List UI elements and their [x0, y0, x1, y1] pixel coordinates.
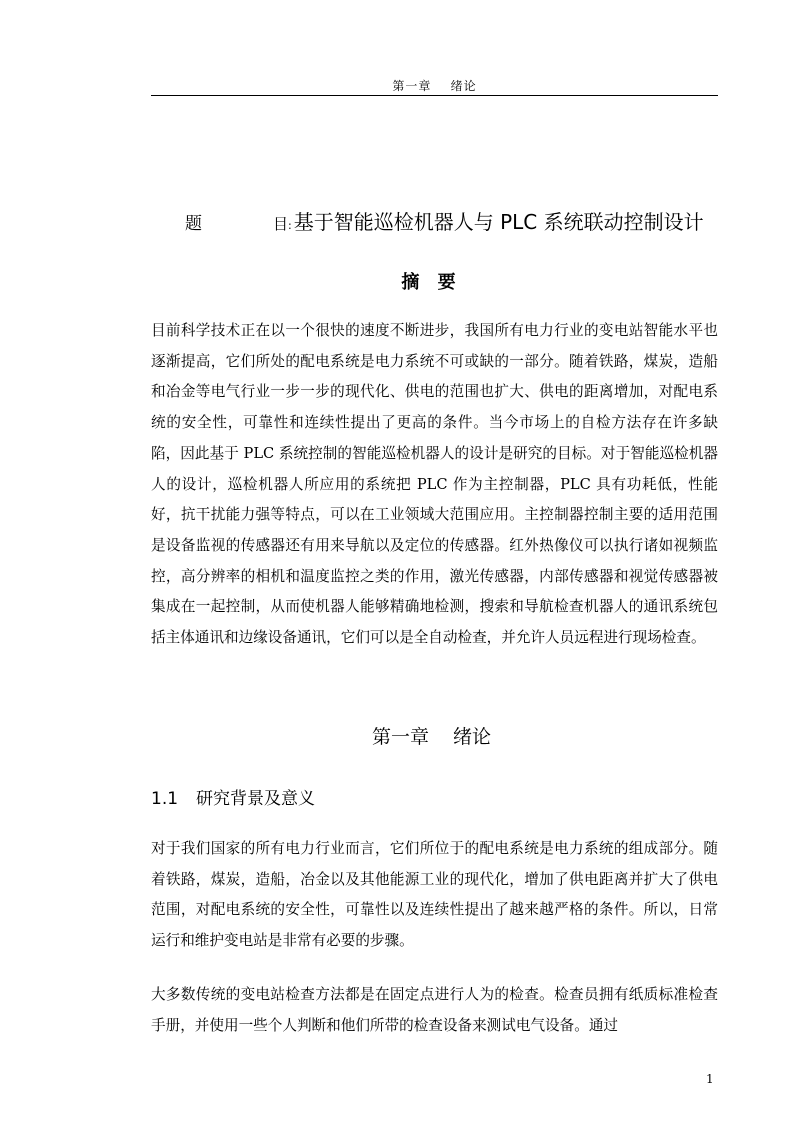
title-text: 基于智能巡检机器人与 PLC 系统联动控制设计	[293, 210, 704, 234]
section-title	[151, 784, 315, 809]
section-number: 1.1	[151, 789, 179, 809]
abstract-heading: 摘 要	[401, 272, 462, 293]
thesis-title	[185, 206, 745, 235]
chapter-number: 第一章	[371, 726, 429, 748]
header-rule	[151, 95, 718, 96]
chapter-title	[0, 722, 793, 749]
page-number: 1	[706, 1072, 714, 1086]
running-header-name: 绪论	[450, 79, 477, 93]
body-paragraph-2: 大多数传统的变电站检查方法都是在固定点进行人为的检查。检查员拥有纸质标准检查手册，并使用一些个人判断和他们所带的检查设备来测试电气设备。通过	[151, 986, 718, 1034]
title-label-part1: 题	[185, 214, 202, 234]
title-colon: :	[288, 219, 292, 232]
chapter-name: 绪论	[453, 726, 492, 748]
running-header-chapter: 第一章	[392, 79, 432, 93]
running-header	[151, 77, 718, 94]
body-paragraph-1: 对于我们国家的所有电力行业而言，它们所位于的配电系统是电力系统的组成部分。随着铁路，煤炭，造船，冶金以及其他能源工业的现代化，增加了供电距离并扩大了供电范围，对配电系统的安全性，可靠性以及连续性提出了越来越严格的条件。所以，日常运行和维护变电站是非常有必要的步骤。	[151, 840, 718, 950]
section-title-text: 研究背景及意义	[196, 789, 316, 809]
abstract-text: 目前科学技术正在以一个很快的速度不断进步，我国所有电力行业的变电站智能水平也逐渐提高，它们所处的配电系统是电力系统不可或缺的一部分。随着铁路，煤炭，造船和冶金等电气行业一步一步的现代化、供电的范围也扩大、供电的距离增加，对配电系统的安全性，可靠性和连续性提出了更高的条件。当今市场上的自检方法存在许多缺陷，因此基于 PLC 系统控制的智能巡检机器人的设计是研究的目标。对于智能巡检机器人的设计，巡检机器人所应用的系统把 PLC 作为主控制器，PLC 具有功耗低，性能好，抗干扰能力强等特点，可以在工业领域大范围应用。主控制器控制主要的适用范围是设备监视的传感器还有用来导航以及定位的传感器。红外热像仪可以执行诸如视频监控，高分辨率的相机和温度监控之类的作用，激光传感器，内部传感器和视觉传感器被集成在一起控制，从而使机器人能够精确地检测，搜索和导航检查机器人的通讯系统包括主体通讯和边缘设备通讯，它们可以是全自动检查，并允许人员远程进行现场检查。	[151, 322, 718, 647]
title-label-part2: 目	[273, 215, 289, 233]
